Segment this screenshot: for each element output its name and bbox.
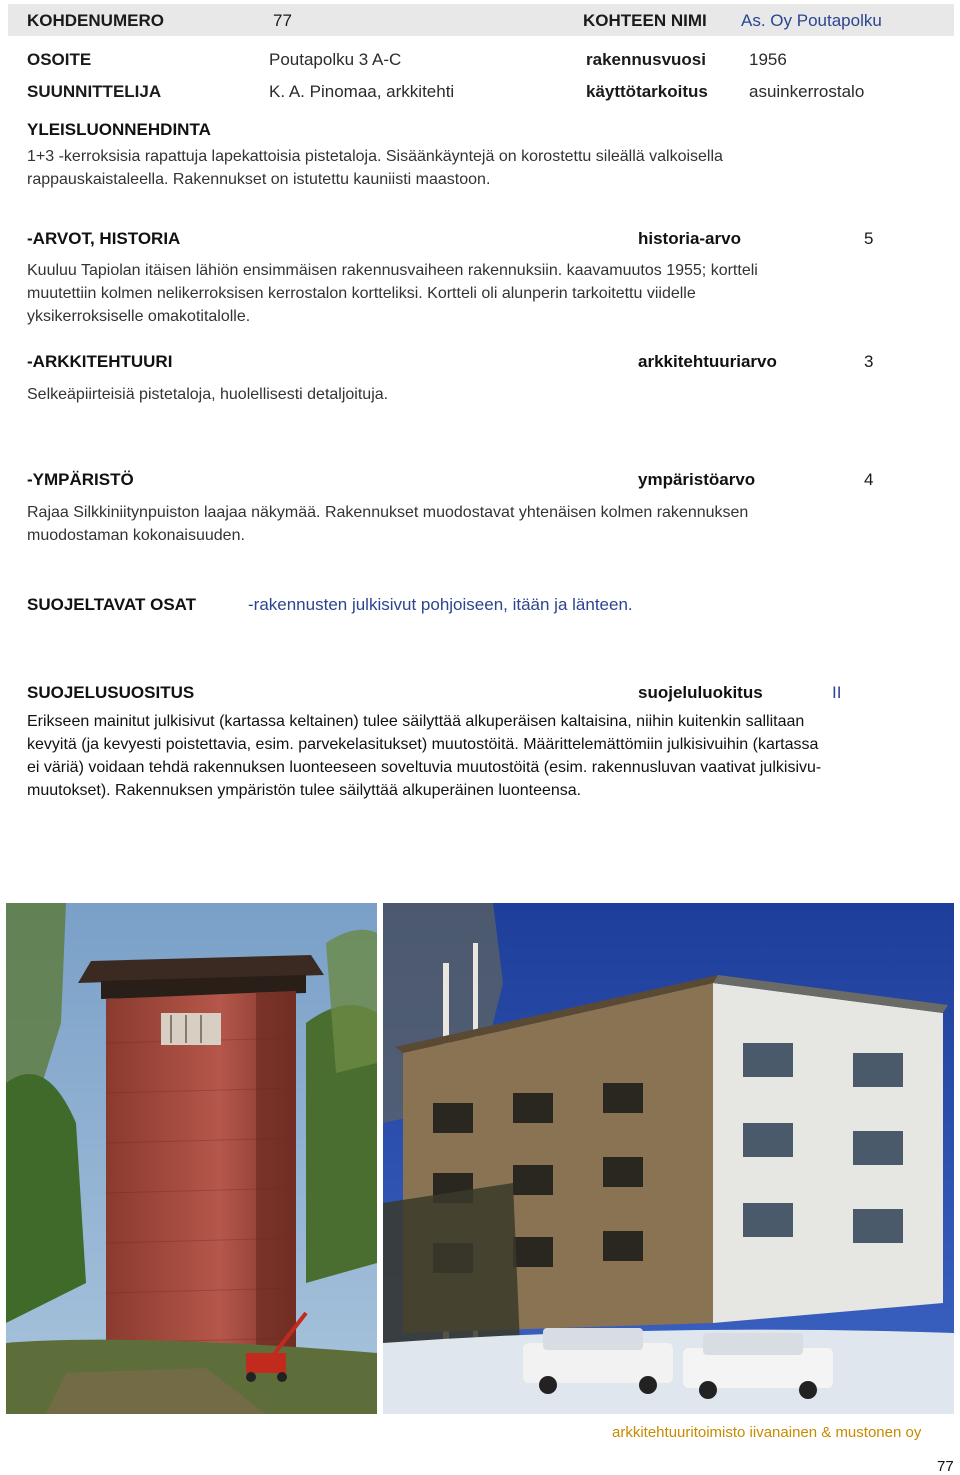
arkkitehtuuri-text [27,383,947,406]
ymparisto-line-2: muodostaman kokonaisuuden. [27,527,245,544]
kohteen-nimi-label: KOHTEEN NIMI [583,11,707,30]
suositus-luokitus-value: II [832,683,842,702]
suositus-line-3: ei väriä) voidaan tehdä rakennuksen luonteeseen soveltuvia muutostöitä (esim. rakennusluvan vaativat julkisivu- [27,759,822,776]
historia-value: 5 [864,229,874,248]
suositus-title: SUOJELUSUOSITUS [27,683,195,702]
ymparisto-value-label: ympäristöarvo [638,470,756,489]
suunnittelija-label: SUUNNITTELIJA [27,82,162,101]
yleis-line-1: 1+3 -kerroksisia rapattuja lapekattoisia pistetaloja. Sisäänkäyntejä on korostettu sileällä valkoisella [27,148,723,165]
yleis-line-2: rappauskaistaleella. Rakennukset on istutettu kauniisti maastoon. [27,171,491,188]
kayttotarkoitus-label: käyttötarkoitus [586,82,708,101]
footer-brand: arkkitehtuuritoimisto iivanainen & mustonen oy [612,1424,922,1441]
suunnittelija-value: K. A. Pinomaa, arkkitehti [269,82,455,101]
historia-value-label: historia-arvo [638,229,741,248]
kayttotarkoitus-value: asuinkerrostalo [749,82,865,101]
osoite-label: OSOITE [27,50,92,69]
arkkitehtuuri-value-label: arkkitehtuuriarvo [638,352,777,371]
rakennusvuosi-value: 1956 [749,50,787,69]
ymparisto-line-1: Rajaa Silkkiniitynpuiston laajaa näkymää. Rakennukset muodostavat yhtenäisen kolmen rakennuksen [27,504,749,521]
suojeltavat-title: SUOJELTAVAT OSAT [27,595,197,614]
arkkitehtuuri-line-1: Selkeäpiirteisiä pistetaloja, huolellisesti detaljoituja. [27,386,389,403]
historia-title: -ARVOT, HISTORIA [27,229,181,248]
suojeltavat-text: -rakennusten julkisivut pohjoiseen, itään ja länteen. [248,595,633,614]
suositus-line-1: Erikseen mainitut julkisivut (kartassa keltainen) tulee säilyttää alkuperäisen kaltaisina, niihin kuitenkin sallitaan [27,713,805,730]
historia-text [27,259,947,328]
ymparisto-value: 4 [864,470,874,489]
ymparisto-text [27,501,947,547]
rakennusvuosi-label: rakennusvuosi [586,50,706,69]
kohdenumero-value: 77 [273,11,292,30]
osoite-value: Poutapolku 3 A-C [269,50,402,69]
arkkitehtuuri-value: 3 [864,352,874,371]
page-number: 77 [937,1458,954,1475]
historia-line-3: yksikerroksiselle omakotitalolle. [27,308,251,325]
suositus-line-2: kevyitä (ja kevyesti poistettavia, esim. parvekelasitukset) muutostöitä. Määrittelemättömiin julkisivuihin (kartassa [27,736,819,753]
kohteen-nimi-value: As. Oy Poutapolku [741,11,882,30]
historia-line-1: Kuuluu Tapiolan itäisen lähiön ensimmäisen rakennusvaiheen rakennuksiin. kaavamuutos 1955; kortteli [27,262,758,279]
suositus-luokitus-label: suojeluluokitus [638,683,763,702]
yleis-text [27,145,947,191]
suositus-text [27,710,957,802]
arkkitehtuuri-title: -ARKKITEHTUURI [27,352,173,371]
yleis-title: YLEISLUONNEHDINTA [27,120,211,139]
photo-apartment-building [383,903,954,1414]
photo-brick-tower [6,903,377,1414]
suositus-line-4: muutokset). Rakennuksen ympäristön tulee säilyttää alkuperäinen luonteensa. [27,782,582,799]
historia-line-2: muutettiin kolmen nelikerroksisen kerrostalon kortteliksi. Kortteli oli alunperin tarkoitettu viidelle [27,285,696,302]
ymparisto-title: -YMPÄRISTÖ [27,470,134,489]
kohdenumero-label: KOHDENUMERO [27,11,164,30]
